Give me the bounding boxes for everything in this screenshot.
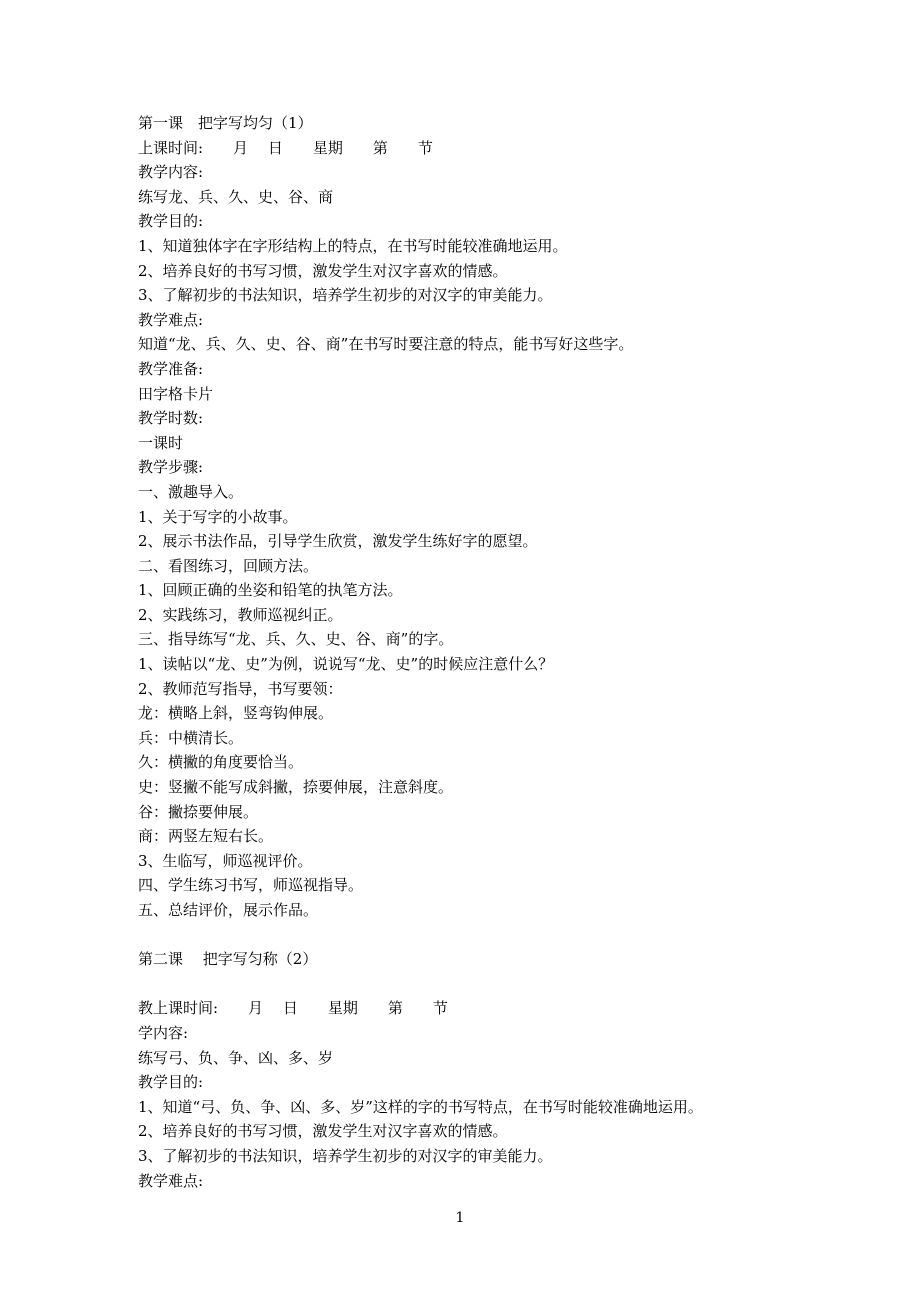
lesson1-step: 兵：中横清长。: [138, 728, 244, 747]
page-number: 1: [455, 1210, 465, 1226]
lesson1-step: 五、总结评价，展示作品。: [138, 901, 319, 919]
lesson2-schedule: 教上课时间: 月 日 星期 第 节: [138, 999, 448, 1018]
lesson1-step: 3、生临写，师巡视评价。: [138, 851, 313, 870]
lesson1-title: 第一课 把字写均匀（1）: [138, 114, 313, 132]
page-content: [138, 111, 838, 1193]
lesson1-hours-label: 教学时数:: [138, 409, 204, 428]
lesson2-content: 练写弓、负、争、凶、多、岁: [138, 1048, 334, 1067]
lesson1-step: 一、激趣导入。: [138, 482, 244, 501]
lesson2-title: 第二课 把字写匀称（2）: [138, 950, 318, 969]
lesson1-step: 久：横撇的角度要恰当。: [138, 753, 304, 772]
blank-line: [138, 972, 838, 997]
lesson2-goals-label: 教学目的:: [138, 1073, 204, 1092]
lesson1-step: 史：竖撇不能写成斜撇，捺要伸展，注意斜度。: [138, 778, 454, 797]
lesson1-step: 2、教师范写指导，书写要领：: [138, 679, 343, 698]
lesson1-goal-item: 2、培养良好的书写习惯，激发学生对汉字喜欢的情感。: [138, 261, 508, 280]
lesson1-step: 三、指导练写“龙、兵、久、史、谷、商”的字。: [138, 630, 454, 649]
lesson2-goal-item: 1、知道“弓、负、争、凶、多、岁”这样的字的书写特点，在书写时能较准确地运用。: [138, 1097, 703, 1116]
lesson1-step: 四、学生练习书写，师巡视指导。: [138, 876, 364, 895]
lesson1-content-label: 教学内容:: [138, 163, 204, 182]
lesson1-step: 龙：横略上斜，竖弯钩伸展。: [138, 704, 334, 723]
lesson1-step: 谷：撇捺要伸展。: [138, 802, 259, 821]
lesson1-step: 1、关于写字的小故事。: [138, 507, 298, 526]
lesson2-goal-item: 2、培养良好的书写习惯，激发学生对汉字喜欢的情感。: [138, 1122, 508, 1141]
lesson1-step: 商：两竖左短右长。: [138, 827, 274, 846]
lesson1-goal-item: 3、了解初步的书法知识，培养学生初步的对汉字的审美能力。: [138, 286, 553, 305]
lesson1-goals-label: 教学目的:: [138, 212, 204, 231]
lesson1-prep: 田字格卡片: [138, 384, 214, 403]
blank-line: [138, 923, 838, 948]
lesson1-difficulty: 知道“龙、兵、久、史、谷、商”在书写时要注意的特点，能书写好这些字。: [138, 335, 634, 354]
lesson2-content-label: 学内容:: [138, 1023, 189, 1042]
lesson1-prep-label: 教学准备:: [138, 359, 204, 378]
lesson1-hours: 一课时: [138, 433, 184, 452]
lesson1-schedule: 上课时间: 月 日 星期 第 节: [138, 138, 433, 157]
lesson2-goal-item: 3、了解初步的书法知识，培养学生初步的对汉字的审美能力。: [138, 1146, 553, 1165]
lesson1-step: 2、实践练习，教师巡视纠正。: [138, 605, 343, 624]
lesson1-difficulty-label: 教学难点:: [138, 310, 204, 329]
lesson1-steps-label: 教学步骤:: [138, 458, 204, 477]
lesson1-step: 1、回顾正确的坐姿和铅笔的执笔方法。: [138, 581, 403, 600]
lesson2-difficulty-label: 教学难点:: [138, 1171, 204, 1190]
lesson1-goal-item: 1、知道独体字在字形结构上的特点，在书写时能较准确地运用。: [138, 236, 568, 255]
lesson1-step: 2、展示书法作品，引导学生欣赏，激发学生练好字的愿望。: [138, 532, 538, 551]
lesson1-content: 练写龙、兵、久、史、谷、商: [138, 187, 334, 206]
lesson1-step: 1、读帖以“龙、史”为例，说说写“龙、史”的时候应注意什么？: [138, 655, 554, 674]
lesson1-step: 二、看图练习，回顾方法。: [138, 556, 319, 575]
